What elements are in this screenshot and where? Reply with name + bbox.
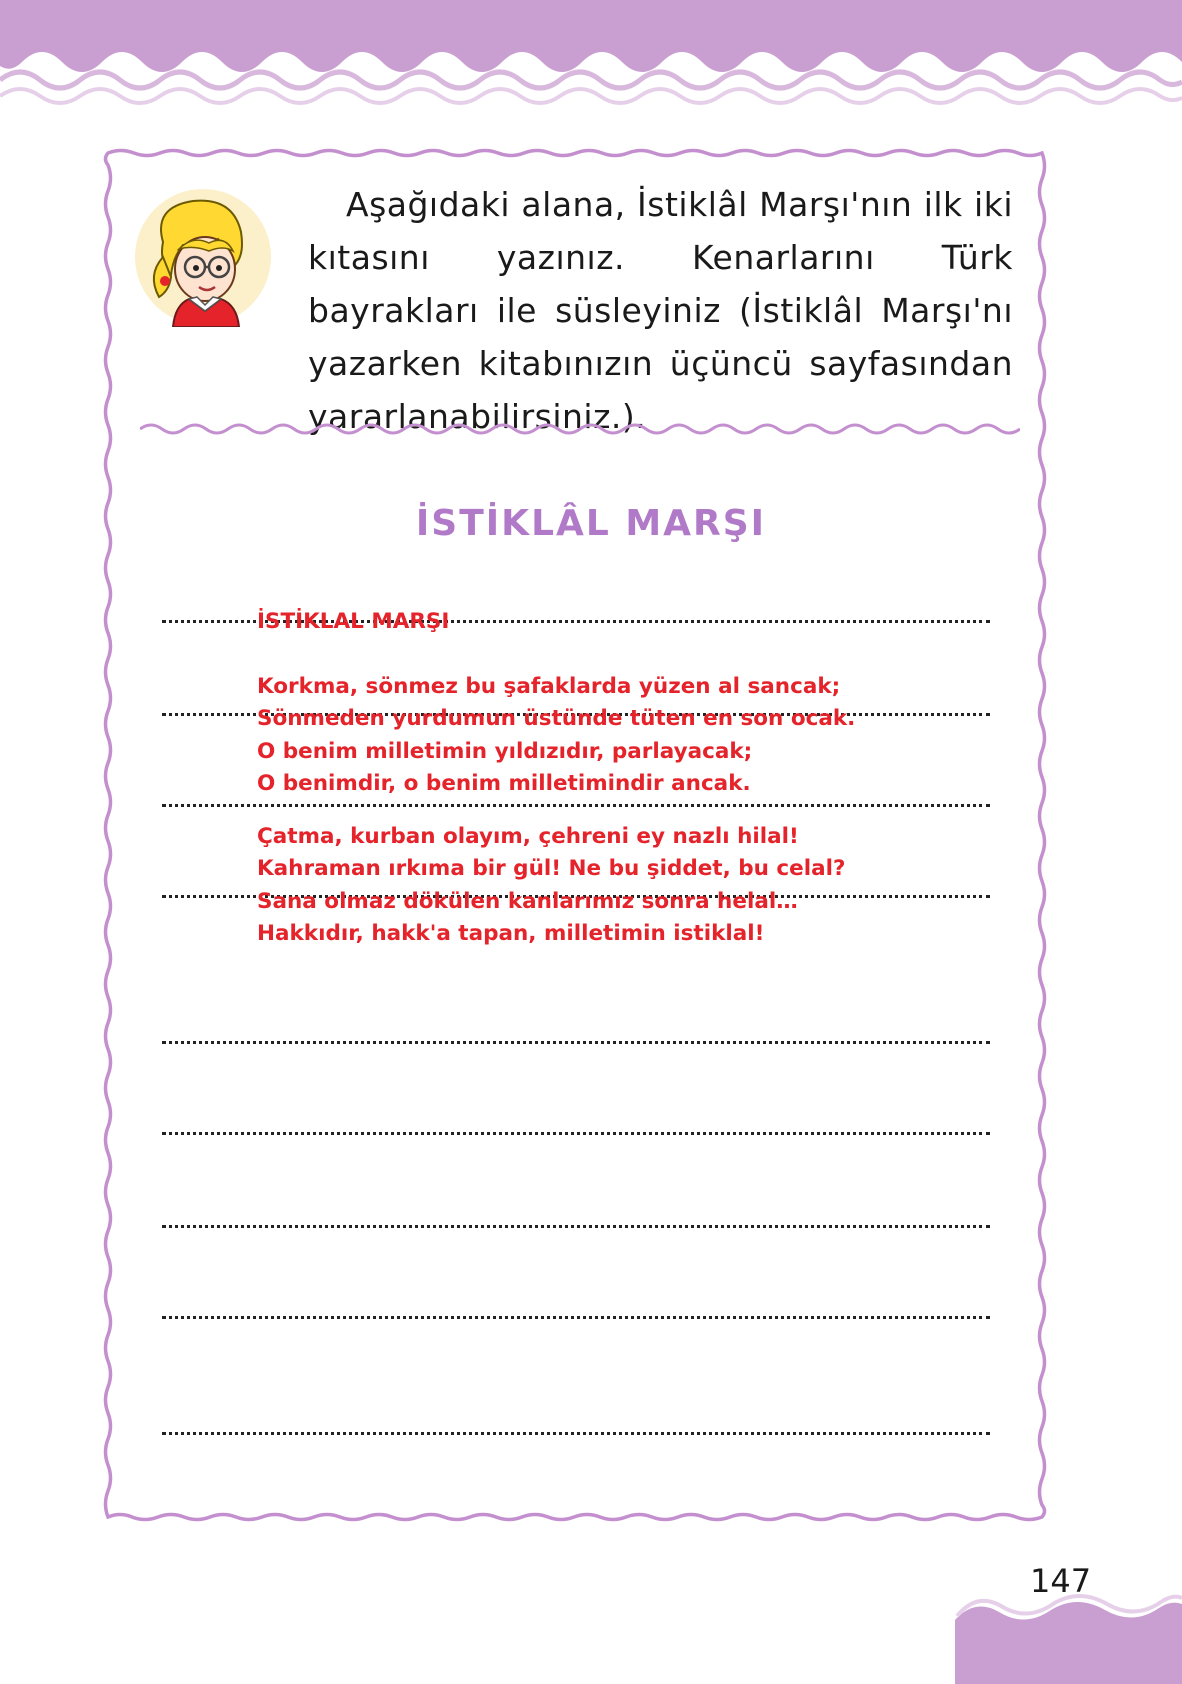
- instructions-text-block: [308, 178, 1013, 443]
- verse-line: Sönmeden yurdumun üstünde tüten en son ocak.: [257, 706, 856, 731]
- girl-avatar-icon: [133, 187, 273, 327]
- verse-line: Çatma, kurban olayım, çehreni ey nazlı hilal!: [257, 823, 799, 849]
- writing-line[interactable]: [162, 1132, 990, 1135]
- verse-line: Hakkıdır, hakk'a tapan, milletimin istiklal!: [257, 921, 765, 946]
- verse-line: Korkma, sönmez bu şafaklarda yüzen al sancak;: [257, 673, 841, 699]
- answer-text-block: [257, 606, 957, 971]
- answer-title: İSTİKLAL MARŞI: [257, 609, 450, 634]
- verse-line: O benimdir, o benim milletimindir ancak.: [257, 771, 751, 796]
- writing-line[interactable]: [162, 1041, 990, 1044]
- wave-divider: [140, 418, 1020, 440]
- stanza-2: [257, 821, 957, 951]
- writing-line[interactable]: [162, 1432, 990, 1435]
- corner-decoration: [955, 1590, 1182, 1684]
- page-title: İSTİKLÂL MARŞI: [415, 503, 767, 544]
- instructions-paragraph: Aşağıdaki alana, İstiklâl Marşı'nın ilk iki kıtasını yazınız. Kenarlarını Türk bayrakları ile süsleyiniz (İstiklâl Marşı'nı yazarken kitabınızın üçüncü sayfasından yararlanabilirsiniz.).: [308, 185, 1013, 436]
- writing-line[interactable]: [162, 1225, 990, 1228]
- top-wave-banner: [0, 0, 1182, 110]
- page-number: 147: [1030, 1562, 1092, 1600]
- verse-line: Kahraman ırkıma bir gül! Ne bu şiddet, bu celal?: [257, 856, 846, 881]
- writing-line[interactable]: [162, 1316, 990, 1319]
- verse-line: O benim milletimin yıldızıdır, parlayacak;: [257, 738, 753, 764]
- stanza-1: [257, 671, 957, 801]
- verse-line: Sana olmaz dökülen kanlarımız sonra helal…: [257, 888, 798, 914]
